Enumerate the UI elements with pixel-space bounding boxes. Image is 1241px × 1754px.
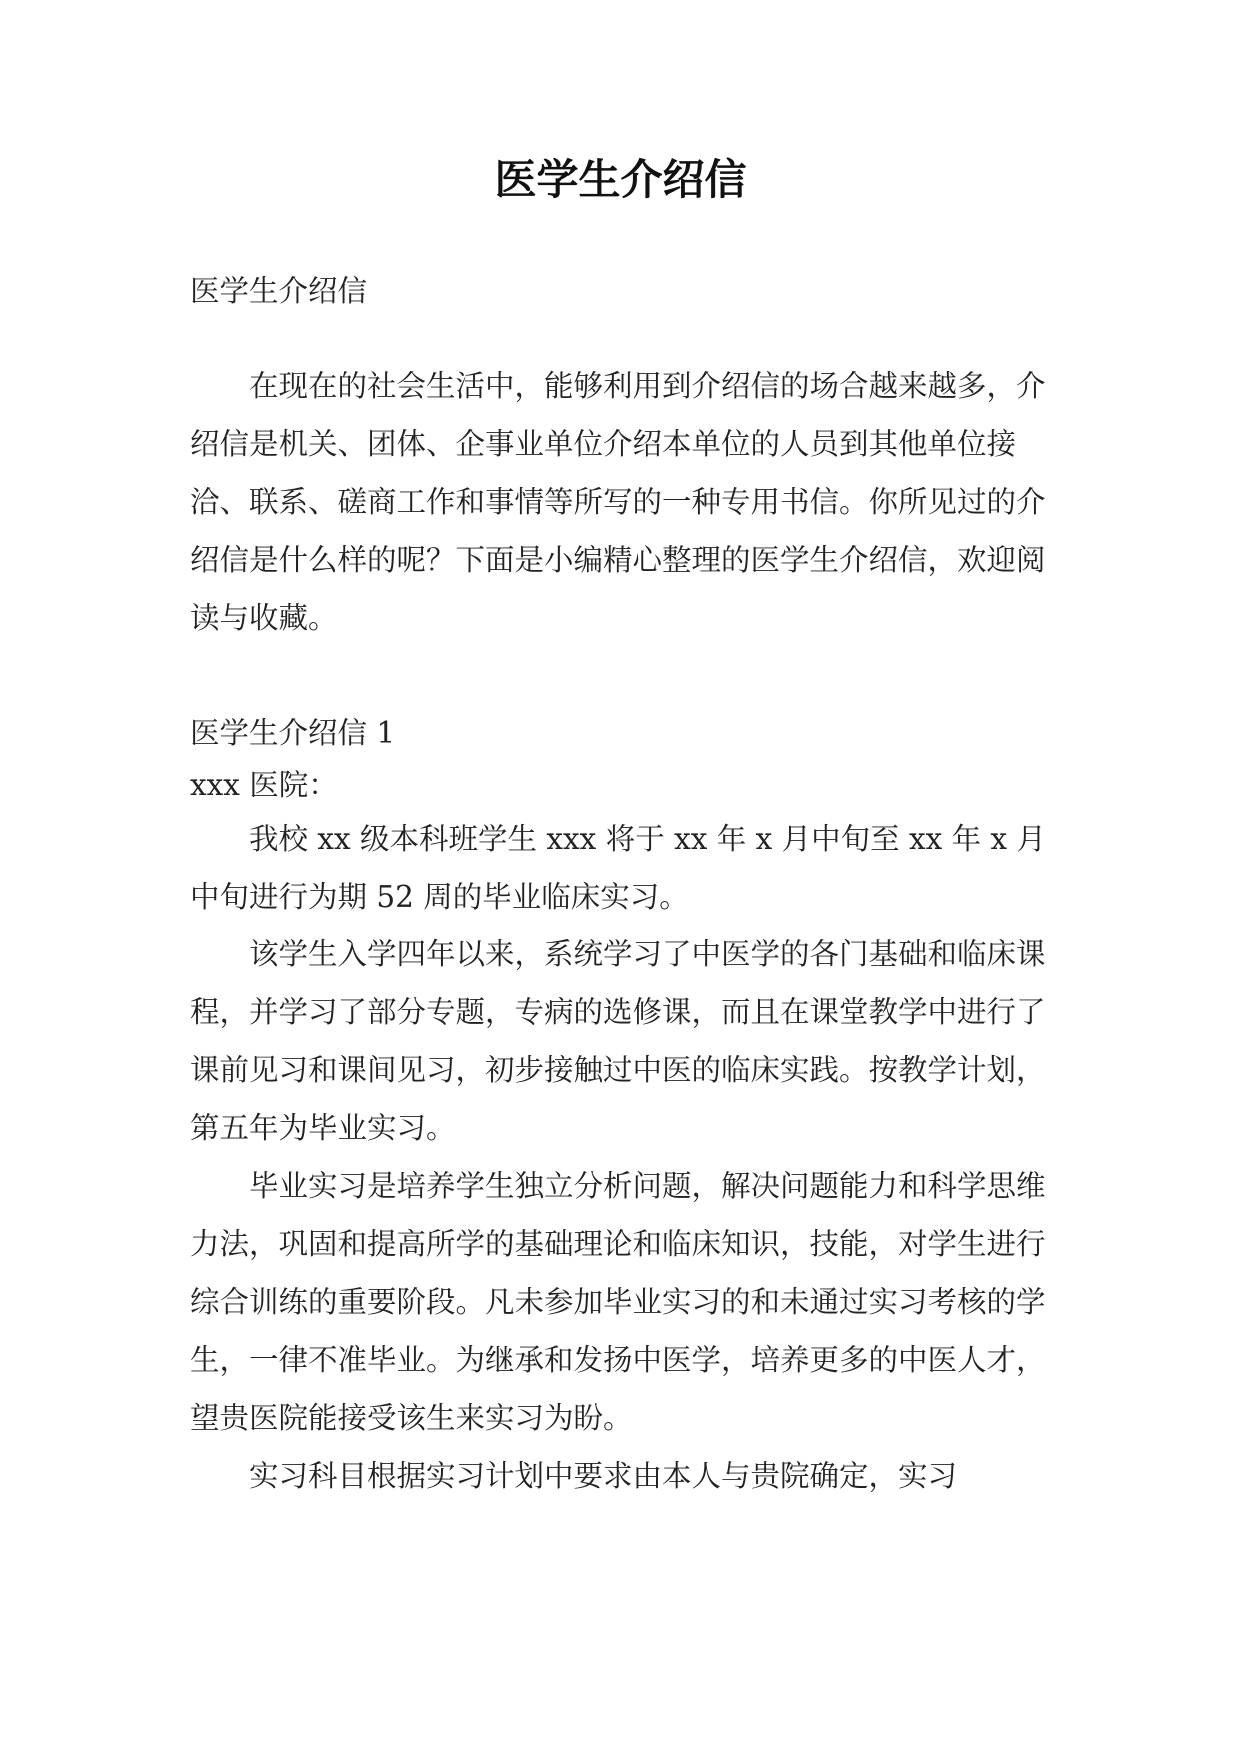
body-paragraph-1: 我校 xx 级本科班学生 xxx 将于 xx 年 x 月中旬至 xx 年 x 月中旬进行为期 52 周的毕业临床实习。 bbox=[190, 822, 1047, 914]
document-subtitle: 医学生介绍信 bbox=[190, 274, 368, 308]
document-title: 医学生介绍信 bbox=[494, 155, 747, 204]
body-paragraph-4: 实习科目根据实习计划中要求由本人与贵院确定，实习 bbox=[249, 1459, 958, 1493]
section-heading: 医学生介绍信 1 bbox=[190, 716, 396, 750]
salutation: xxx 医院： bbox=[190, 768, 338, 802]
intro-paragraph: 在现在的社会生活中，能够利用到介绍信的场合越来越多，介绍信是机关、团体、企事业单位介绍本单位的人员到其他单位接洽、联系、磋商工作和事情等所写的一种专用书信。你所见过的介绍信是什么样的呢？下面是小编精心整理的医学生介绍信，欢迎阅读与收藏。 bbox=[190, 369, 1046, 635]
body-paragraph-2: 该学生入学四年以来，系统学习了中医学的各门基础和临床课程，并学习了部分专题，专病的选修课，而且在课堂教学中进行了课前见习和课间见习，初步接触过中医的临床实践。按教学计划，第五年为毕业实习。 bbox=[190, 937, 1046, 1145]
body-paragraph-3: 毕业实习是培养学生独立分析问题，解决问题能力和科学思维力法，巩固和提高所学的基础理论和临床知识，技能，对学生进行综合训练的重要阶段。凡未参加毕业实习的和未通过实习考核的学生，一律不准毕业。为继承和发扬中医学，培养更多的中医人才，望贵医院能接受该生来实习为盼。 bbox=[190, 1169, 1046, 1435]
